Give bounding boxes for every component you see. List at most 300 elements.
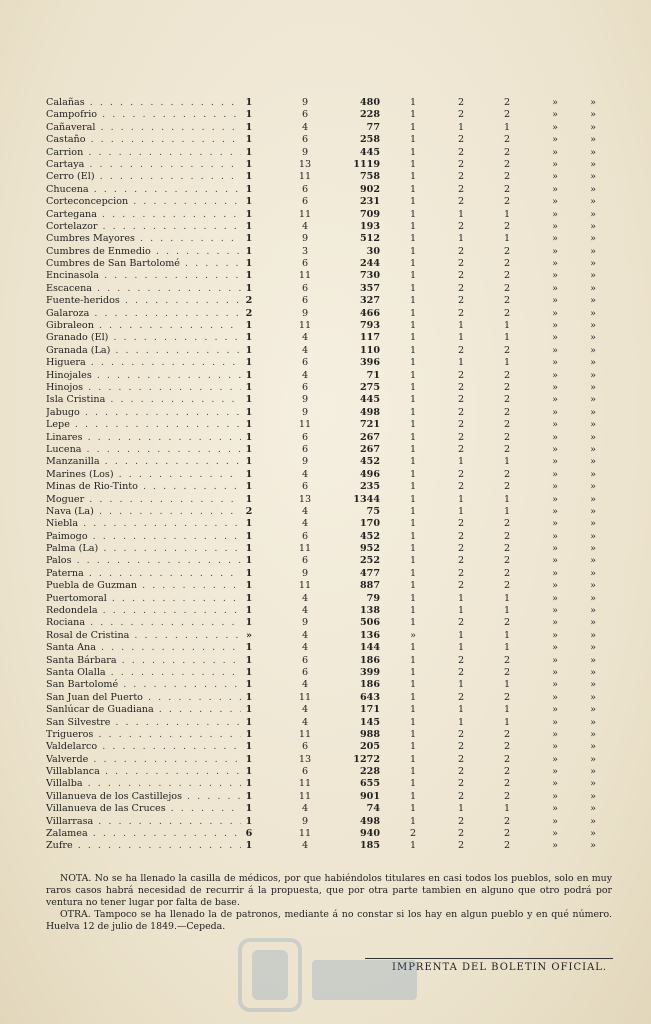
table-cell-col7: » bbox=[552, 605, 558, 617]
table-cell-col2: 6 bbox=[301, 258, 309, 270]
table-row bbox=[46, 122, 616, 134]
table-cell-col8: » bbox=[590, 580, 596, 592]
table-row bbox=[46, 580, 616, 592]
town-name: Palos . . . bbox=[46, 555, 241, 567]
table-cell-col3: 231 bbox=[359, 196, 380, 208]
table-row bbox=[46, 432, 616, 444]
table-cell-col7: » bbox=[552, 381, 558, 393]
town-name: Villalba . . . bbox=[46, 778, 241, 790]
table-cell-col3: 267 bbox=[359, 431, 380, 443]
table-cell-col6: 1 bbox=[503, 605, 511, 617]
table-cell-col5: 2 bbox=[457, 691, 465, 703]
table-cell-col5: 2 bbox=[457, 381, 465, 393]
table-cell-col2: 4 bbox=[301, 369, 309, 381]
table-cell-col3: 480 bbox=[359, 97, 380, 108]
table-cell-col6: 2 bbox=[503, 295, 511, 307]
town-name: Nava (La) . . . bbox=[46, 506, 241, 518]
table-cell-col8: » bbox=[590, 307, 596, 319]
town-name: Granado (El) . . . bbox=[46, 332, 241, 344]
table-cell-col5: 2 bbox=[457, 282, 465, 294]
table-cell-col3: 709 bbox=[359, 208, 380, 220]
table-cell-col1: 2 bbox=[245, 307, 253, 319]
table-cell-col3: 1119 bbox=[353, 158, 380, 170]
table-cell-col1: 1 bbox=[245, 592, 253, 604]
table-cell-col6: 2 bbox=[503, 134, 511, 146]
table-cell-col6: 2 bbox=[503, 97, 511, 108]
table-cell-col5: 1 bbox=[457, 642, 465, 654]
table-cell-col1: 1 bbox=[245, 406, 253, 418]
table-cell-col4: 1 bbox=[409, 716, 417, 728]
table-row bbox=[46, 617, 616, 629]
table-cell-col6: 2 bbox=[503, 580, 511, 592]
table-cell-col5: 2 bbox=[457, 666, 465, 678]
table-cell-col4: 1 bbox=[409, 803, 417, 815]
table-cell-col7: » bbox=[552, 320, 558, 332]
table-cell-col8: » bbox=[590, 220, 596, 232]
table-row bbox=[46, 147, 616, 159]
table-cell-col8: » bbox=[590, 753, 596, 765]
table-cell-col7: » bbox=[552, 245, 558, 257]
table-cell-col6: 2 bbox=[503, 815, 511, 827]
table-cell-col6: 2 bbox=[503, 567, 511, 579]
table-cell-col1: 1 bbox=[245, 704, 253, 716]
table-cell-col1: 1 bbox=[245, 196, 253, 208]
table-cell-col6: 2 bbox=[503, 282, 511, 294]
municipal-table bbox=[46, 97, 616, 853]
table-cell-col6: 1 bbox=[503, 456, 511, 468]
table-cell-col4: 1 bbox=[409, 605, 417, 617]
table-cell-col5: 2 bbox=[457, 753, 465, 765]
table-cell-col2: 9 bbox=[301, 394, 309, 406]
table-cell-col3: 193 bbox=[359, 220, 380, 232]
table-cell-col4: 1 bbox=[409, 183, 417, 195]
table-cell-col1: 1 bbox=[245, 332, 253, 344]
table-cell-col2: 4 bbox=[301, 344, 309, 356]
table-cell-col3: 186 bbox=[359, 679, 380, 691]
table-row bbox=[46, 593, 616, 605]
table-cell-col6: 1 bbox=[503, 679, 511, 691]
table-cell-col6: 2 bbox=[503, 270, 511, 282]
table-cell-col6: 1 bbox=[503, 629, 511, 641]
table-row bbox=[46, 97, 616, 109]
table-cell-col7: » bbox=[552, 357, 558, 369]
table-cell-col6: 1 bbox=[503, 332, 511, 344]
table-cell-col2: 4 bbox=[301, 468, 309, 480]
town-name: Rosal de Cristina . . . bbox=[46, 630, 241, 642]
table-cell-col6: 2 bbox=[503, 245, 511, 257]
table-cell-col8: » bbox=[590, 196, 596, 208]
table-cell-col5: 2 bbox=[457, 183, 465, 195]
table-cell-col5: 2 bbox=[457, 245, 465, 257]
table-cell-col3: 228 bbox=[359, 109, 380, 121]
table-cell-col8: » bbox=[590, 245, 596, 257]
town-name: Granada (La) . . . bbox=[46, 345, 241, 357]
table-cell-col7: » bbox=[552, 778, 558, 790]
table-cell-col4: 1 bbox=[409, 109, 417, 121]
table-cell-col5: 2 bbox=[457, 815, 465, 827]
table-cell-col8: » bbox=[590, 121, 596, 133]
table-cell-col6: 2 bbox=[503, 828, 511, 840]
table-cell-col4: 1 bbox=[409, 468, 417, 480]
table-cell-col1: 1 bbox=[245, 493, 253, 505]
table-cell-col4: 1 bbox=[409, 431, 417, 443]
table-row bbox=[46, 531, 616, 543]
table-cell-col4: 1 bbox=[409, 456, 417, 468]
table-cell-col5: 1 bbox=[457, 679, 465, 691]
table-cell-col5: 2 bbox=[457, 394, 465, 406]
table-cell-col8: » bbox=[590, 406, 596, 418]
table-cell-col3: 901 bbox=[359, 790, 380, 802]
table-cell-col2: 11 bbox=[298, 580, 312, 592]
table-cell-col7: » bbox=[552, 592, 558, 604]
table-row bbox=[46, 456, 616, 468]
table-cell-col1: 1 bbox=[245, 580, 253, 592]
table-cell-col7: » bbox=[552, 493, 558, 505]
town-name: Cumbres de San Bartolomé . . . bbox=[46, 258, 241, 270]
table-cell-col5: 2 bbox=[457, 431, 465, 443]
table-cell-col5: 1 bbox=[457, 357, 465, 369]
table-cell-col8: » bbox=[590, 468, 596, 480]
table-cell-col1: 1 bbox=[245, 530, 253, 542]
town-name: Cumbres Mayores . . . bbox=[46, 233, 241, 245]
table-cell-col3: 110 bbox=[359, 344, 380, 356]
table-cell-col3: 466 bbox=[359, 307, 380, 319]
table-cell-col1: 1 bbox=[245, 728, 253, 740]
table-cell-col2: 9 bbox=[301, 146, 309, 158]
table-cell-col1: 1 bbox=[245, 679, 253, 691]
table-cell-col4: 1 bbox=[409, 617, 417, 629]
table-row bbox=[46, 394, 616, 406]
town-name: Hinojos . . . bbox=[46, 382, 241, 394]
table-cell-col4: 1 bbox=[409, 258, 417, 270]
otra-paragraph: OTRA. Tampoco se ha llenado la de patronos, mediante á no constar si los hay en algun pueblo y en qué número. Huelva 12 de julio de 1849.—Cepeda. bbox=[46, 909, 612, 932]
table-cell-col6: 1 bbox=[503, 233, 511, 245]
town-name: Fuente-heridos . . . bbox=[46, 295, 241, 307]
table-cell-col3: 399 bbox=[359, 666, 380, 678]
table-row bbox=[46, 469, 616, 481]
table-cell-col2: 11 bbox=[298, 543, 312, 555]
table-cell-col1: 1 bbox=[245, 419, 253, 431]
table-row bbox=[46, 419, 616, 431]
table-cell-col4: 1 bbox=[409, 567, 417, 579]
table-cell-col3: 498 bbox=[359, 815, 380, 827]
town-name: Cartaya . . . bbox=[46, 159, 241, 171]
table-cell-col2: 11 bbox=[298, 778, 312, 790]
table-cell-col2: 4 bbox=[301, 518, 309, 530]
table-cell-col2: 11 bbox=[298, 691, 312, 703]
table-cell-col6: 2 bbox=[503, 406, 511, 418]
table-cell-col1: 1 bbox=[245, 840, 253, 852]
table-cell-col3: 77 bbox=[366, 121, 380, 133]
table-row bbox=[46, 766, 616, 778]
table-row bbox=[46, 717, 616, 729]
table-cell-col8: » bbox=[590, 443, 596, 455]
table-cell-col2: 6 bbox=[301, 134, 309, 146]
table-row bbox=[46, 444, 616, 456]
table-cell-col3: 327 bbox=[359, 295, 380, 307]
table-row bbox=[46, 295, 616, 307]
table-cell-col3: 186 bbox=[359, 654, 380, 666]
table-cell-col7: » bbox=[552, 419, 558, 431]
table-cell-col7: » bbox=[552, 134, 558, 146]
table-row bbox=[46, 778, 616, 790]
table-row bbox=[46, 370, 616, 382]
table-row bbox=[46, 209, 616, 221]
table-cell-col2: 13 bbox=[298, 158, 312, 170]
table-cell-col4: 1 bbox=[409, 381, 417, 393]
table-cell-col4: 1 bbox=[409, 121, 417, 133]
table-row bbox=[46, 803, 616, 815]
table-cell-col6: 1 bbox=[503, 592, 511, 604]
table-row bbox=[46, 840, 616, 852]
table-cell-col6: 2 bbox=[503, 369, 511, 381]
table-cell-col3: 170 bbox=[359, 518, 380, 530]
table-row bbox=[46, 283, 616, 295]
table-cell-col2: 4 bbox=[301, 592, 309, 604]
table-cell-col1: 1 bbox=[245, 282, 253, 294]
table-cell-col8: » bbox=[590, 617, 596, 629]
table-cell-col2: 13 bbox=[298, 493, 312, 505]
table-cell-col2: 6 bbox=[301, 654, 309, 666]
table-cell-col6: 2 bbox=[503, 518, 511, 530]
table-cell-col3: 252 bbox=[359, 555, 380, 567]
table-cell-col8: » bbox=[590, 741, 596, 753]
table-cell-col7: » bbox=[552, 196, 558, 208]
table-row bbox=[46, 741, 616, 753]
table-cell-col2: 4 bbox=[301, 803, 309, 815]
town-name: Trigueros . . . bbox=[46, 729, 241, 741]
table-cell-col4: 1 bbox=[409, 728, 417, 740]
table-cell-col2: 4 bbox=[301, 840, 309, 852]
table-row bbox=[46, 518, 616, 530]
table-cell-col2: 11 bbox=[298, 419, 312, 431]
table-cell-col4: 1 bbox=[409, 369, 417, 381]
table-cell-col1: 1 bbox=[245, 741, 253, 753]
table-row bbox=[46, 357, 616, 369]
table-cell-col5: 1 bbox=[457, 716, 465, 728]
table-row bbox=[46, 642, 616, 654]
table-cell-col3: 496 bbox=[359, 468, 380, 480]
table-cell-col1: 1 bbox=[245, 654, 253, 666]
table-cell-col7: » bbox=[552, 183, 558, 195]
table-cell-col3: 357 bbox=[359, 282, 380, 294]
table-cell-col4: 1 bbox=[409, 419, 417, 431]
table-cell-col8: » bbox=[590, 691, 596, 703]
table-cell-col3: 235 bbox=[359, 481, 380, 493]
table-cell-col7: » bbox=[552, 171, 558, 183]
table-cell-col4: 1 bbox=[409, 394, 417, 406]
table-cell-col2: 11 bbox=[298, 171, 312, 183]
table-cell-col6: 2 bbox=[503, 766, 511, 778]
table-cell-col7: » bbox=[552, 790, 558, 802]
table-cell-col1: 1 bbox=[245, 555, 253, 567]
table-cell-col2: 6 bbox=[301, 666, 309, 678]
table-cell-col7: » bbox=[552, 518, 558, 530]
table-cell-col8: » bbox=[590, 629, 596, 641]
table-cell-col8: » bbox=[590, 493, 596, 505]
table-cell-col3: 117 bbox=[359, 332, 380, 344]
table-cell-col5: 2 bbox=[457, 369, 465, 381]
table-cell-col6: 2 bbox=[503, 543, 511, 555]
table-cell-col5: 2 bbox=[457, 654, 465, 666]
table-cell-col4: 1 bbox=[409, 642, 417, 654]
table-cell-col5: 1 bbox=[457, 605, 465, 617]
table-cell-col5: 2 bbox=[457, 580, 465, 592]
table-cell-col2: 4 bbox=[301, 121, 309, 133]
town-name: Santa Bárbara . . . bbox=[46, 655, 241, 667]
town-name: Cañaveral . . . bbox=[46, 122, 241, 134]
table-row bbox=[46, 159, 616, 171]
table-cell-col6: 2 bbox=[503, 146, 511, 158]
library-watermark-seal bbox=[232, 930, 422, 1020]
table-cell-col4: 1 bbox=[409, 220, 417, 232]
table-cell-col4: 1 bbox=[409, 406, 417, 418]
table-cell-col4: 1 bbox=[409, 481, 417, 493]
table-cell-col6: 2 bbox=[503, 728, 511, 740]
table-cell-col4: 1 bbox=[409, 778, 417, 790]
table-cell-col2: 9 bbox=[301, 617, 309, 629]
table-cell-col1: 1 bbox=[245, 666, 253, 678]
table-cell-col5: 2 bbox=[457, 171, 465, 183]
table-cell-col5: 1 bbox=[457, 121, 465, 133]
table-row bbox=[46, 494, 616, 506]
table-cell-col5: 2 bbox=[457, 840, 465, 852]
table-cell-col1: 1 bbox=[245, 220, 253, 232]
table-cell-col4: 1 bbox=[409, 704, 417, 716]
table-row bbox=[46, 605, 616, 617]
notes-block bbox=[46, 873, 612, 933]
table-cell-col6: 2 bbox=[503, 443, 511, 455]
table-cell-col2: 4 bbox=[301, 629, 309, 641]
table-cell-col7: » bbox=[552, 654, 558, 666]
table-cell-col6: 2 bbox=[503, 741, 511, 753]
table-cell-col6: 1 bbox=[503, 493, 511, 505]
table-cell-col3: 396 bbox=[359, 357, 380, 369]
table-cell-col1: 1 bbox=[245, 803, 253, 815]
table-cell-col8: » bbox=[590, 728, 596, 740]
table-cell-col1: 1 bbox=[245, 617, 253, 629]
table-cell-col1: 1 bbox=[245, 109, 253, 121]
table-cell-col2: 6 bbox=[301, 381, 309, 393]
table-cell-col5: 2 bbox=[457, 307, 465, 319]
table-cell-col8: » bbox=[590, 840, 596, 852]
table-cell-col4: 1 bbox=[409, 134, 417, 146]
table-cell-col2: 13 bbox=[298, 753, 312, 765]
table-cell-col4: 1 bbox=[409, 295, 417, 307]
table-cell-col4: 1 bbox=[409, 233, 417, 245]
table-cell-col2: 3 bbox=[301, 245, 309, 257]
table-cell-col8: » bbox=[590, 605, 596, 617]
table-cell-col7: » bbox=[552, 146, 558, 158]
table-cell-col3: 275 bbox=[359, 381, 380, 393]
town-name: Valdelarco . . . bbox=[46, 741, 241, 753]
table-cell-col7: » bbox=[552, 840, 558, 852]
table-cell-col4: 2 bbox=[409, 828, 417, 840]
table-cell-col6: 2 bbox=[503, 654, 511, 666]
table-cell-col5: 1 bbox=[457, 233, 465, 245]
table-cell-col3: 445 bbox=[359, 146, 380, 158]
table-cell-col2: 11 bbox=[298, 828, 312, 840]
table-row bbox=[46, 630, 616, 642]
town-name: Castaño . . . bbox=[46, 134, 241, 146]
table-cell-col1: 1 bbox=[245, 134, 253, 146]
table-cell-col2: 11 bbox=[298, 270, 312, 282]
table-cell-col1: 1 bbox=[245, 233, 253, 245]
table-cell-col5: 2 bbox=[457, 146, 465, 158]
table-cell-col7: » bbox=[552, 208, 558, 220]
table-cell-col6: 2 bbox=[503, 617, 511, 629]
table-row bbox=[46, 679, 616, 691]
table-cell-col8: » bbox=[590, 282, 596, 294]
table-cell-col3: 1272 bbox=[353, 753, 380, 765]
table-cell-col5: 2 bbox=[457, 530, 465, 542]
table-cell-col6: 2 bbox=[503, 344, 511, 356]
table-cell-col3: 138 bbox=[359, 605, 380, 617]
table-cell-col2: 6 bbox=[301, 555, 309, 567]
table-cell-col2: 6 bbox=[301, 183, 309, 195]
town-name: Palma (La) . . . bbox=[46, 543, 241, 555]
town-name: Valverde . . . bbox=[46, 754, 241, 766]
table-cell-col8: » bbox=[590, 815, 596, 827]
town-name: Cartegana . . . bbox=[46, 209, 241, 221]
table-cell-col2: 6 bbox=[301, 109, 309, 121]
table-row bbox=[46, 270, 616, 282]
table-cell-col7: » bbox=[552, 481, 558, 493]
table-cell-col2: 6 bbox=[301, 357, 309, 369]
table-cell-col2: 9 bbox=[301, 567, 309, 579]
table-cell-col7: » bbox=[552, 394, 558, 406]
table-cell-col4: 1 bbox=[409, 146, 417, 158]
table-cell-col3: 730 bbox=[359, 270, 380, 282]
table-cell-col2: 6 bbox=[301, 741, 309, 753]
table-cell-col6: 2 bbox=[503, 431, 511, 443]
table-cell-col4: 1 bbox=[409, 320, 417, 332]
town-name: Isla Cristina . . . bbox=[46, 394, 241, 406]
town-name: Moguer . . . bbox=[46, 494, 241, 506]
table-row bbox=[46, 308, 616, 320]
town-name: Paimogo . . . bbox=[46, 531, 241, 543]
table-cell-col6: 1 bbox=[503, 716, 511, 728]
table-cell-col5: 2 bbox=[457, 617, 465, 629]
table-cell-col2: 4 bbox=[301, 704, 309, 716]
table-cell-col6: 1 bbox=[503, 642, 511, 654]
table-cell-col8: » bbox=[590, 295, 596, 307]
table-cell-col4: 1 bbox=[409, 840, 417, 852]
town-name: Minas de Rio-Tinto . . . bbox=[46, 481, 241, 493]
town-name: San Juan del Puerto . . . bbox=[46, 692, 241, 704]
table-cell-col8: » bbox=[590, 666, 596, 678]
table-cell-col8: » bbox=[590, 332, 596, 344]
table-cell-col6: 1 bbox=[503, 704, 511, 716]
table-cell-col3: 171 bbox=[359, 704, 380, 716]
table-cell-col1: 1 bbox=[245, 320, 253, 332]
table-cell-col3: 887 bbox=[359, 580, 380, 592]
table-cell-col2: 6 bbox=[301, 766, 309, 778]
table-cell-col6: 2 bbox=[503, 790, 511, 802]
table-cell-col6: 2 bbox=[503, 481, 511, 493]
town-name: Jabugo . . . bbox=[46, 407, 241, 419]
table-row bbox=[46, 692, 616, 704]
table-cell-col7: » bbox=[552, 629, 558, 641]
table-cell-col1: 1 bbox=[245, 543, 253, 555]
table-row bbox=[46, 655, 616, 667]
table-cell-col1: 1 bbox=[245, 183, 253, 195]
table-cell-col2: 11 bbox=[298, 208, 312, 220]
table-cell-col6: 1 bbox=[503, 208, 511, 220]
table-cell-col7: » bbox=[552, 233, 558, 245]
town-name: Chucena . . . bbox=[46, 184, 241, 196]
table-cell-col8: » bbox=[590, 505, 596, 517]
